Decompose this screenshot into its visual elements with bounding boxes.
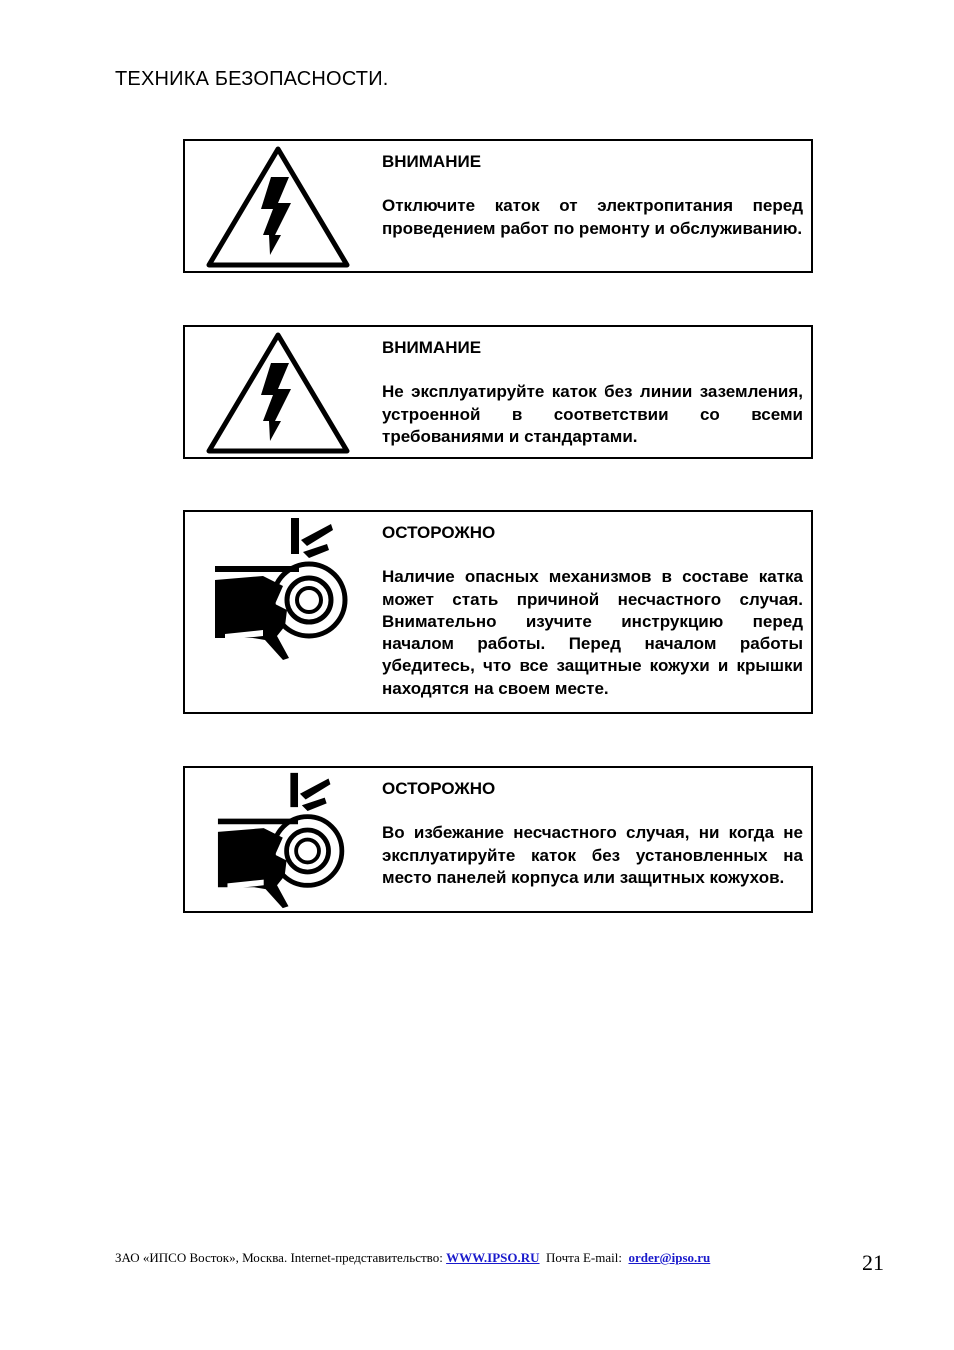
warning-title: ОСТОРОЖНО [382, 779, 496, 798]
warning-box-hazard-mechanisms [183, 510, 813, 714]
hand-crush-roller-icon [203, 769, 353, 912]
warning-text: Наличие опасных механизмов в составе катка может стать причиной несчастного случая. Внимательно изучите инструкцию перед началом работы. Перед началом работы убедитесь, что все защитные кожухи и крышки находятся на своем месте. [382, 567, 803, 698]
high-voltage-icon [203, 329, 353, 457]
warning-text: Отключите каток от электропитания перед проведением работ по ремонту и обслуживанию. [382, 196, 803, 238]
warning-title: ВНИМАНИЕ [382, 152, 482, 171]
page-number: 21 [862, 1250, 884, 1275]
warning-box-covers [183, 766, 813, 913]
hand-crush-roller-icon [203, 514, 353, 664]
website-link[interactable]: WWW.IPSO.RU [446, 1250, 540, 1265]
email-link[interactable]: order@ipso.ru [628, 1250, 711, 1265]
page-footer [115, 1250, 710, 1266]
footer-email-label: Почта E-mail: [546, 1250, 622, 1265]
page-title: ТЕХНИКА БЕЗОПАСНОСТИ. [115, 68, 389, 90]
high-voltage-icon [203, 143, 353, 271]
warning-text: Не эксплуатируйте каток без линии заземления, устроенной в соответствии со всеми требованиями и стандартами. [382, 382, 803, 446]
footer-internet-label: Internet-представительство: [290, 1250, 443, 1265]
warning-title: ОСТОРОЖНО [382, 523, 496, 542]
warning-title: ВНИМАНИЕ [382, 338, 482, 357]
footer-company: ЗАО «ИПСО Восток», Москва. [115, 1250, 288, 1265]
warning-box-grounding [183, 325, 813, 459]
warning-text: Во избежание несчастного случая, ни когда не эксплуатируйте каток без установленных на место панелей корпуса или защитных кожухов. [382, 823, 803, 887]
warning-box-power-off [183, 139, 813, 273]
